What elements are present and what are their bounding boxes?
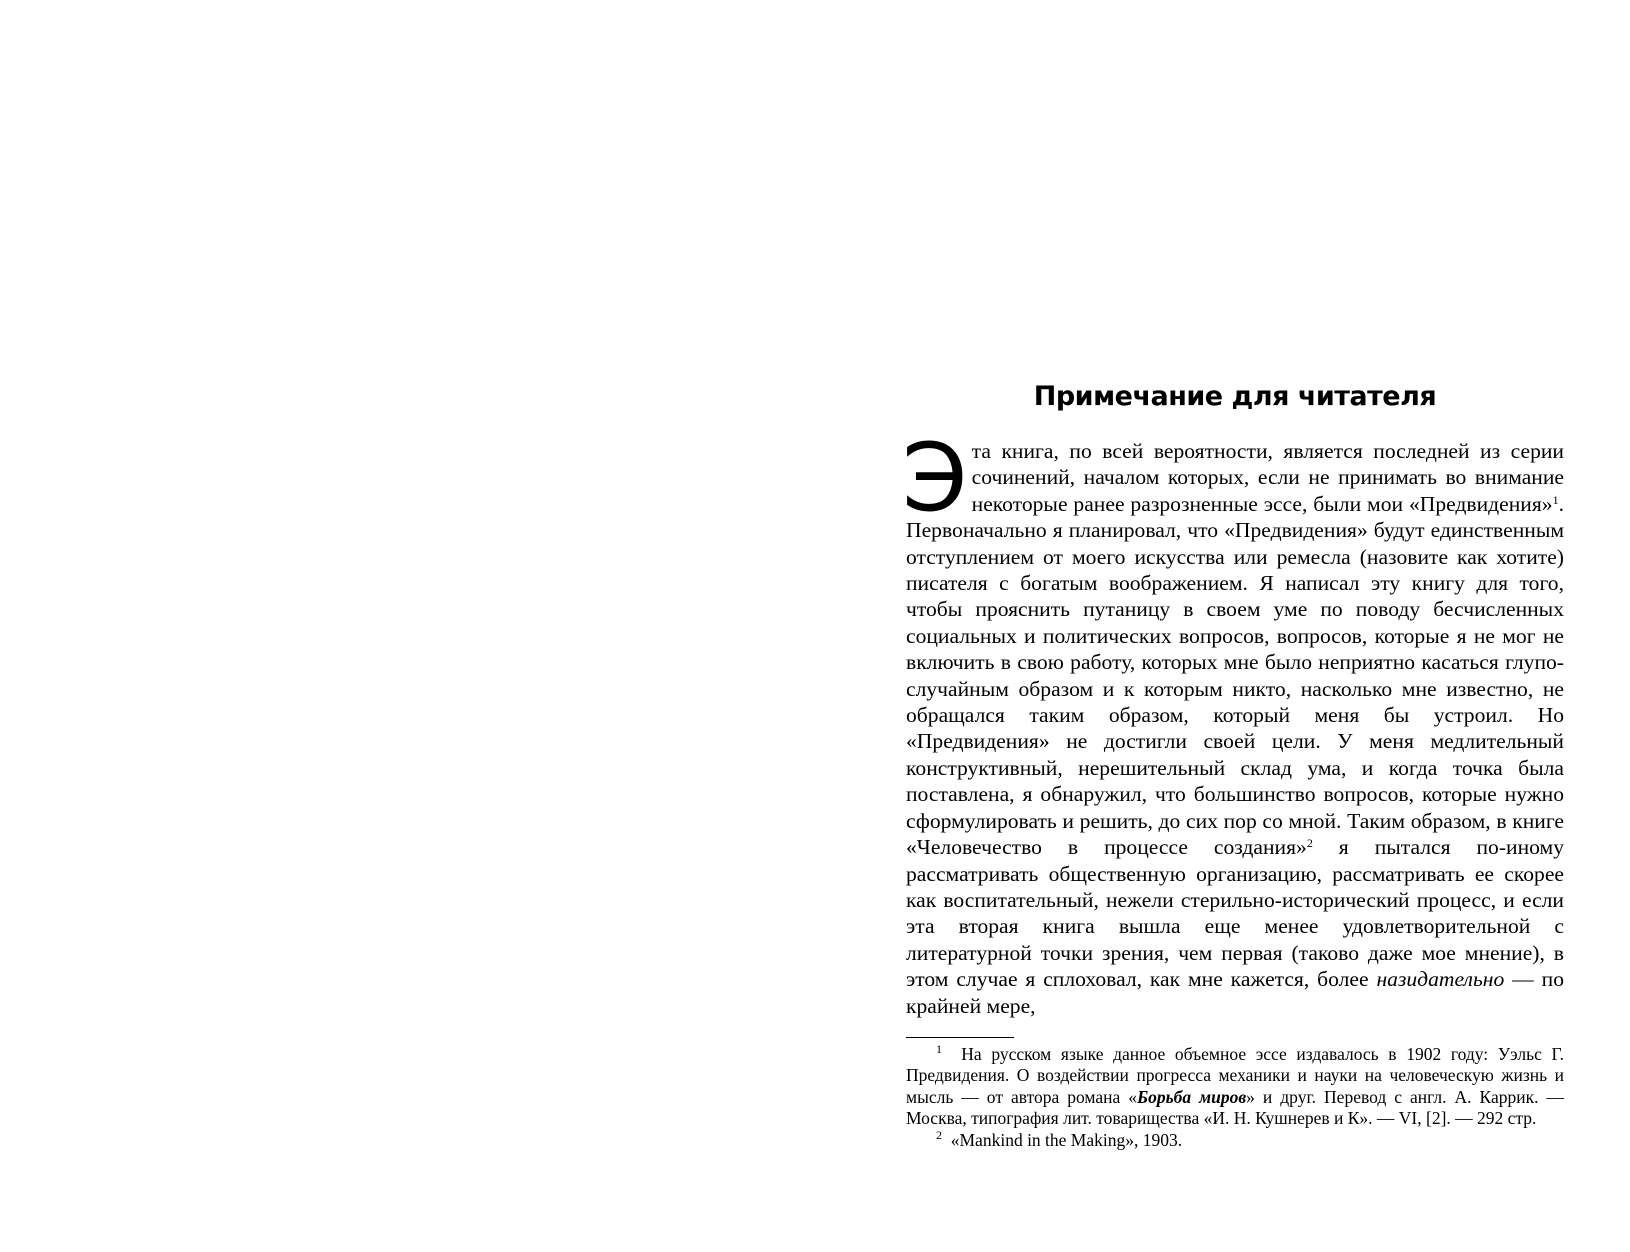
footnote-1-book-title: Борьба миров xyxy=(1137,1086,1247,1107)
paragraph-text-1: та книга, по всей вероятности, является последней из серии сочинений, началом которых, если не принимать во внимание некоторые ранее разрозненные эссе, были мои «Предвидения» xyxy=(971,439,1564,516)
paragraph-text-2: . Первоначально я планировал, что «Предвидения» будут единственным отступлением от моего искусства или ремесла (назовите как хотите) писателя с богатым воображением. Я написал эту книгу для того, чтобы прояснить путаницу в своем уме по поводу бесчисленных социальных и политических вопросов, вопросов, которые я не мог не включить в свою работу, которых мне было неприятно касаться глупо-случайным образом и к которым никто, насколько мне известно, не обращался таким образом, который меня бы устроил. Но «Предвидения» не достигли своей цели. У меня медлительный конструктивный, нерешительный склад ума, и когда точка была поставлена, я обнаружил, что большинство вопросов, которые нужно сформулировать и решить, до сих пор со мной. Таким образом, в книге «Человечество в процессе создания» xyxy=(906,491,1564,860)
footnote-2-number: 2 xyxy=(936,1127,942,1142)
paragraph-text-3: я пытался по-иному рассматривать общественную организацию, рассматривать ее скорее как воспитательный, нежели стерильно-исторический процесс, и если эта вторая книга вышла еще менее удовлетворительной с литературной точки зрения, чем первая (таково даже мое мнение), в этом случае я сплоховал, как мне кажется, более xyxy=(906,835,1564,992)
footnote-ref-2: 2 xyxy=(1306,836,1313,851)
footnote-2 xyxy=(906,1127,1564,1151)
emphasis-word: назидательно xyxy=(1376,967,1505,992)
paragraph-text-4: — по крайней мере, xyxy=(906,967,1564,1018)
footnote-1 xyxy=(906,1041,1565,1130)
main-paragraph xyxy=(902,424,1564,1019)
footnote-1-number: 1 xyxy=(936,1041,942,1056)
footnote-1-text-a: На русском языке данное объемное эссе издавалось в 1902 году: Уэльс Г. Предвидения. О воздействии прогресса механики и науки на человеческую жизнь и мысль — от автора романа « xyxy=(906,1043,1565,1107)
page-title: Примечание для читателя xyxy=(1033,381,1437,412)
right-page xyxy=(902,380,1565,1151)
drop-cap: Э xyxy=(902,424,968,533)
footnote-ref-1: 1 xyxy=(1552,492,1559,507)
footnote-1-text-b: » и друг. Перевод с англ. А. Каррик. — Москва, типография лит. товарищества «И. Н. Кушнерев и К». — VI, [2]. — 292 стр. xyxy=(906,1086,1564,1129)
footnote-2-text: «Mankind in the Making», 1903. xyxy=(950,1129,1183,1150)
footnote-divider xyxy=(906,1037,1014,1038)
